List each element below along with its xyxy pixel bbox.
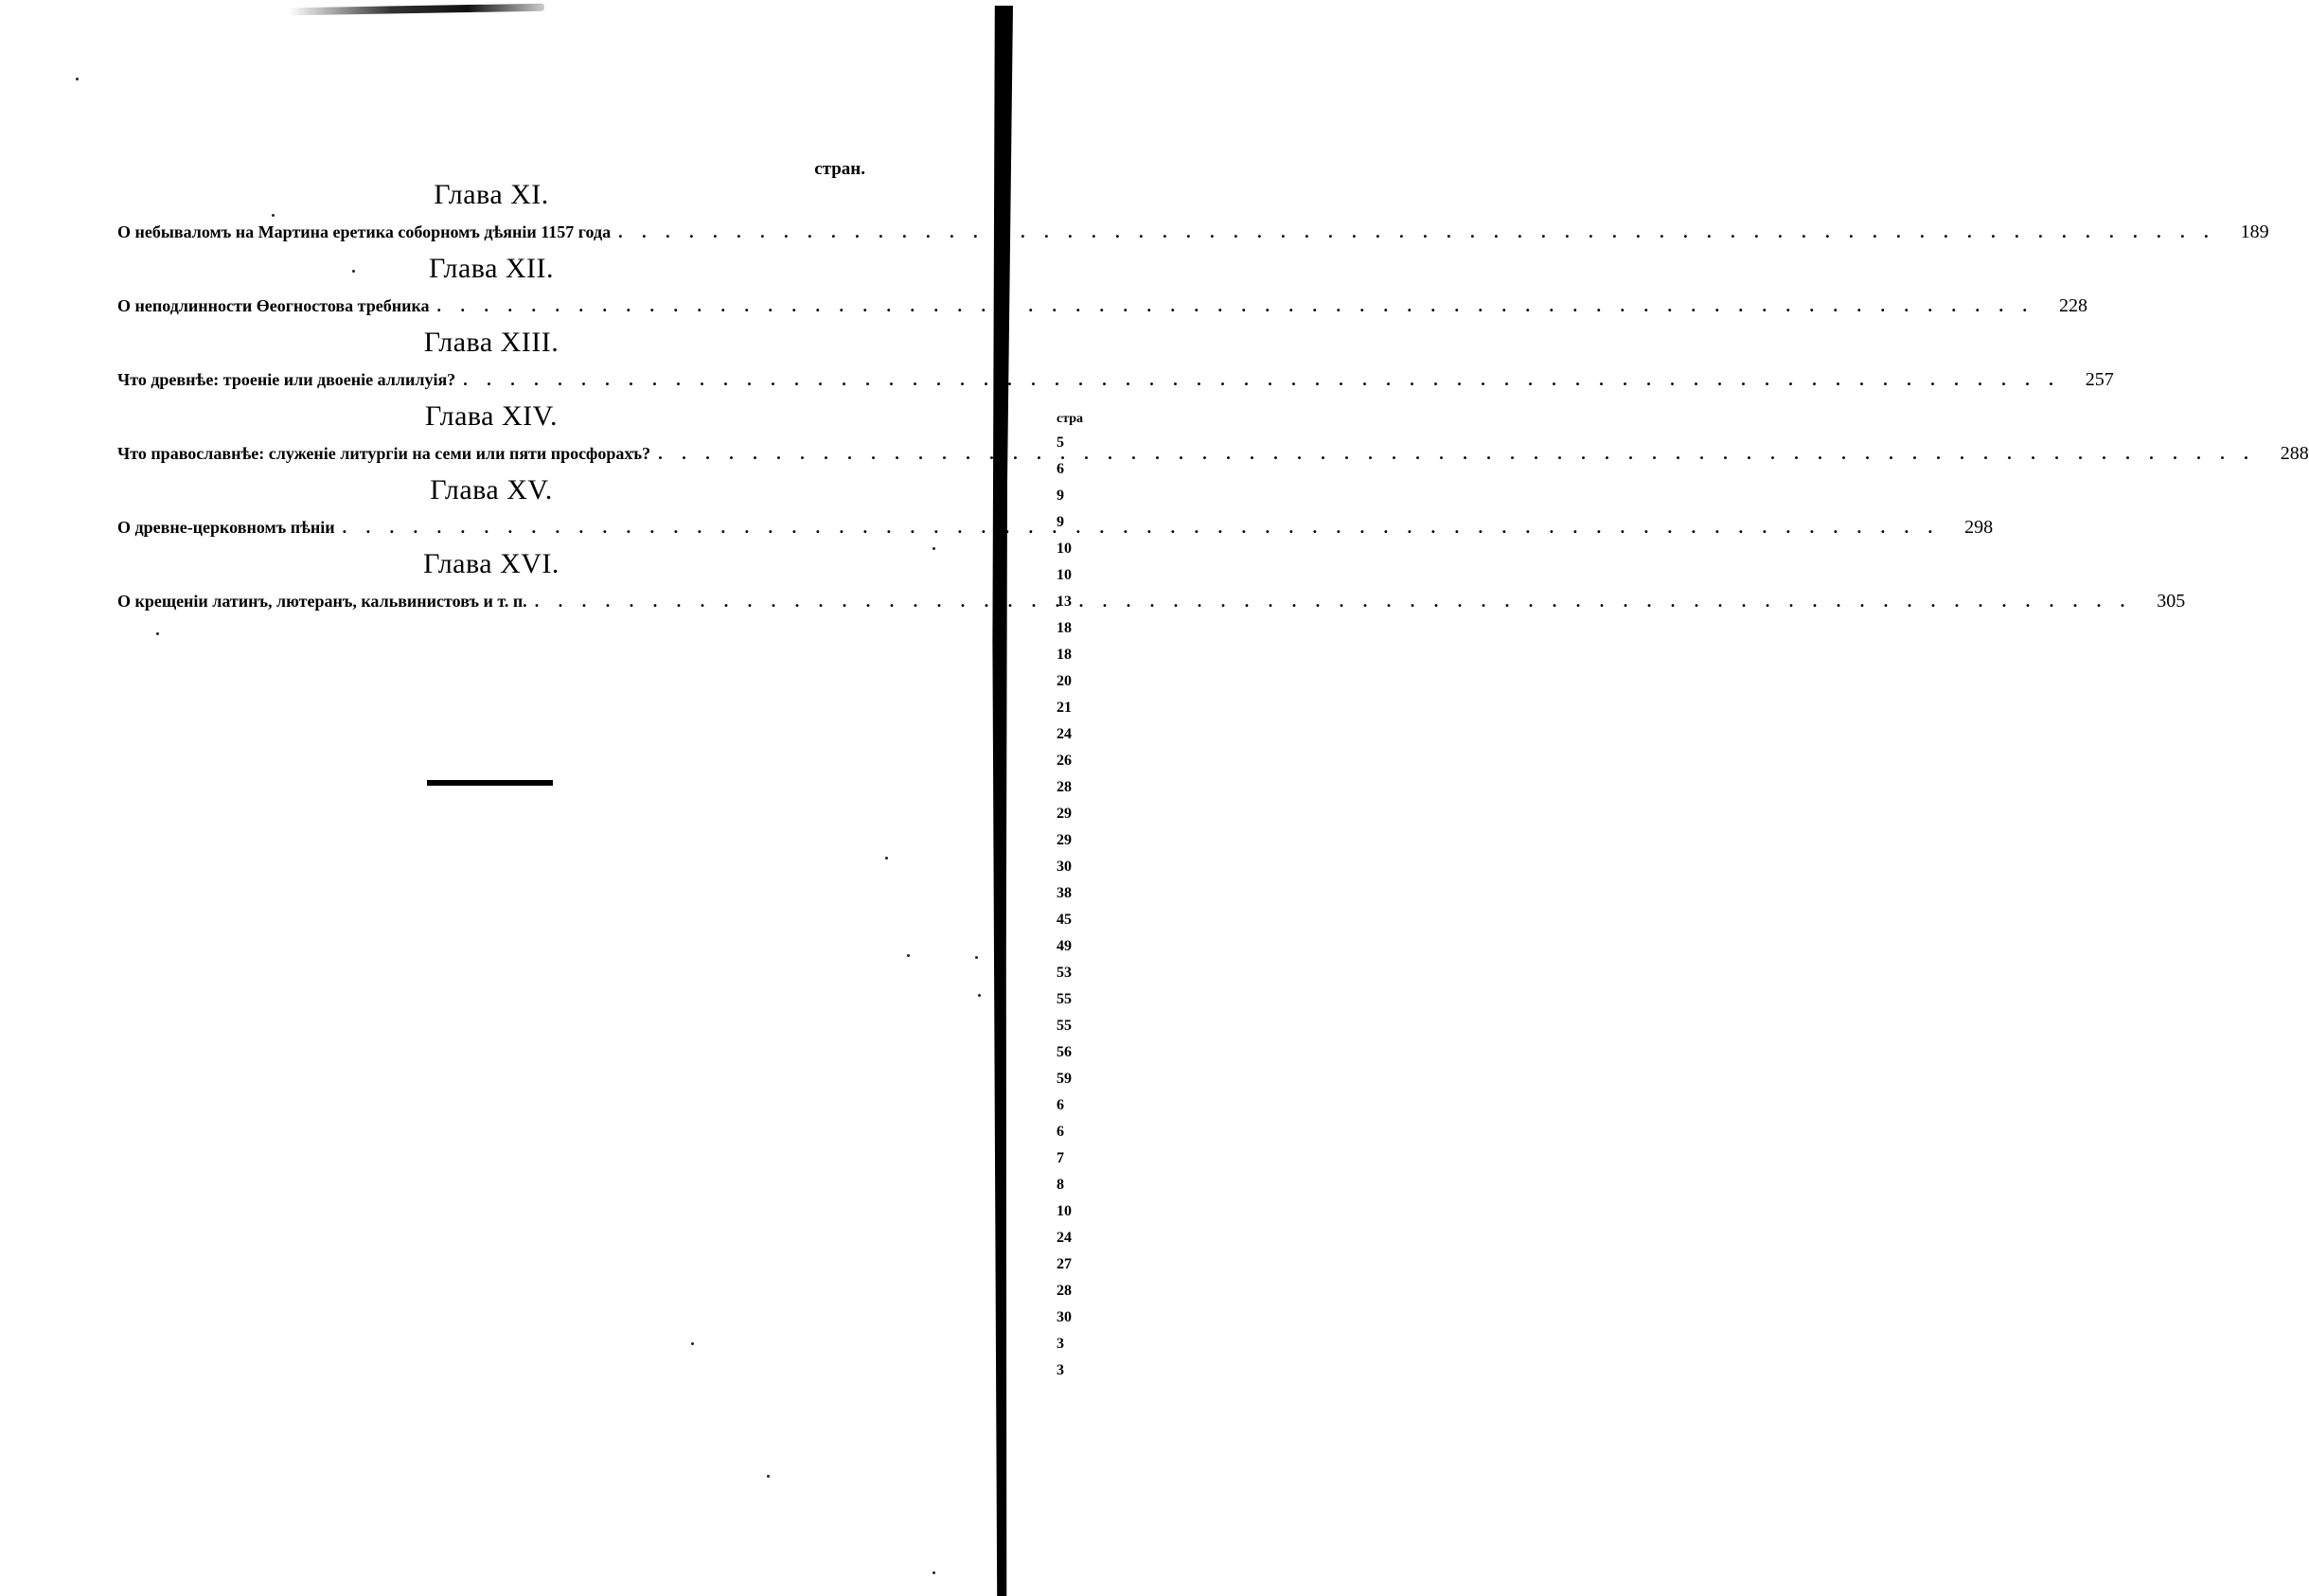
adjacent-page-number: 59 xyxy=(1057,1071,1072,1087)
adjacent-page-number: 24 xyxy=(1057,726,1072,742)
adjacent-page-number: 3 xyxy=(1057,1362,1064,1378)
toc-entry xyxy=(117,364,2114,396)
adjacent-page-number: 18 xyxy=(1057,647,1072,663)
adjacent-page-number: 6 xyxy=(1057,461,1064,477)
chapter-heading: Глава XIV. xyxy=(425,400,558,432)
chapter-block xyxy=(117,470,1994,543)
adjacent-page-number: 56 xyxy=(1057,1044,1072,1060)
adjacent-page-number: 28 xyxy=(1057,1283,1072,1299)
adjacent-page-number: 9 xyxy=(1057,514,1064,530)
adjacent-page-number: 26 xyxy=(1057,753,1072,769)
adjacent-page-number: 21 xyxy=(1057,700,1072,716)
toc-entry xyxy=(117,511,1994,543)
adjacent-page-number: 38 xyxy=(1057,885,1072,901)
toc-entry xyxy=(117,216,2269,248)
page-number: 257 xyxy=(2085,369,2114,390)
dot-leader xyxy=(343,511,1941,543)
chapter-heading: Глава XV. xyxy=(430,474,553,505)
adjacent-page-number: 20 xyxy=(1057,673,1072,689)
adjacent-page-number: 6 xyxy=(1057,1124,1064,1140)
adjacent-page-number: 7 xyxy=(1057,1150,1064,1166)
dot-leader xyxy=(437,290,2035,322)
page-column-header: стран. xyxy=(814,159,865,179)
entry-title: О неподлинности Өеогностова требника xyxy=(117,296,430,315)
toc-entry xyxy=(117,290,2088,322)
adjacent-page-number: 18 xyxy=(1057,620,1072,636)
toc-entry xyxy=(117,437,2309,470)
adjacent-page-number: 30 xyxy=(1057,859,1072,875)
page-number: 298 xyxy=(1964,517,1994,538)
adjacent-page-number: 24 xyxy=(1057,1230,1072,1246)
dot-leader xyxy=(618,216,2216,248)
adjacent-page-header: стра xyxy=(1057,412,1084,426)
entry-title: О крещеніи латинъ, лютеранъ, кальвинистовъ и т. п. xyxy=(117,592,527,611)
dot-leader xyxy=(535,585,2133,617)
chapter-heading: Глава XI. xyxy=(434,179,549,210)
adjacent-page-number: 45 xyxy=(1057,912,1072,928)
adjacent-page-number: 10 xyxy=(1057,541,1072,557)
adjacent-page-number: 28 xyxy=(1057,779,1072,795)
adjacent-page-number: 55 xyxy=(1057,1018,1072,1034)
chapter-heading: Глава XVI. xyxy=(423,548,559,579)
dot-leader xyxy=(658,437,2256,470)
page-number: 305 xyxy=(2157,591,2186,612)
adjacent-page-number: 29 xyxy=(1057,806,1072,822)
adjacent-page-number: 53 xyxy=(1057,965,1072,981)
chapter-heading: Глава XIII. xyxy=(423,327,559,358)
adjacent-page-number: 8 xyxy=(1057,1177,1064,1193)
page-number: 228 xyxy=(2059,295,2088,316)
adjacent-page-number: 10 xyxy=(1057,1203,1072,1219)
chapter-heading: Глава XII. xyxy=(428,253,555,284)
entry-title: О небываломъ на Мартина еретика соборномъ дѣяніи 1157 года xyxy=(117,222,612,241)
adjacent-page-number: 13 xyxy=(1057,594,1072,610)
adjacent-page-number: 29 xyxy=(1057,832,1072,848)
adjacent-page-number: 9 xyxy=(1057,488,1064,504)
chapter-block xyxy=(117,248,2088,322)
section-end-rule xyxy=(427,780,553,786)
entry-title: Что православнѣе: служеніе литургіи на семи или пяти просфорахъ? xyxy=(117,444,651,463)
scan-smudge xyxy=(289,4,544,16)
adjacent-page-number: 49 xyxy=(1057,938,1072,954)
adjacent-page-number: 27 xyxy=(1057,1256,1072,1272)
adjacent-page-numbers xyxy=(1057,430,1079,1384)
adjacent-page-number: 55 xyxy=(1057,991,1072,1007)
chapter-block xyxy=(117,322,2114,396)
adjacent-page-number: 6 xyxy=(1057,1097,1064,1113)
adjacent-page-number: 5 xyxy=(1057,434,1064,451)
entry-title: Что древнѣе: троеніе или двоеніе аллилуія? xyxy=(117,370,456,389)
page-number: 189 xyxy=(2240,222,2269,242)
adjacent-page-column xyxy=(1057,409,1084,1384)
adjacent-page-number: 3 xyxy=(1057,1336,1064,1352)
page-number: 288 xyxy=(2280,443,2309,464)
adjacent-page-number: 30 xyxy=(1057,1309,1072,1325)
adjacent-page-number: 10 xyxy=(1057,567,1072,583)
dot-leader xyxy=(463,364,2061,396)
chapter-block xyxy=(117,174,2269,248)
entry-title: О древне-церковномъ пѣніи xyxy=(117,518,335,537)
